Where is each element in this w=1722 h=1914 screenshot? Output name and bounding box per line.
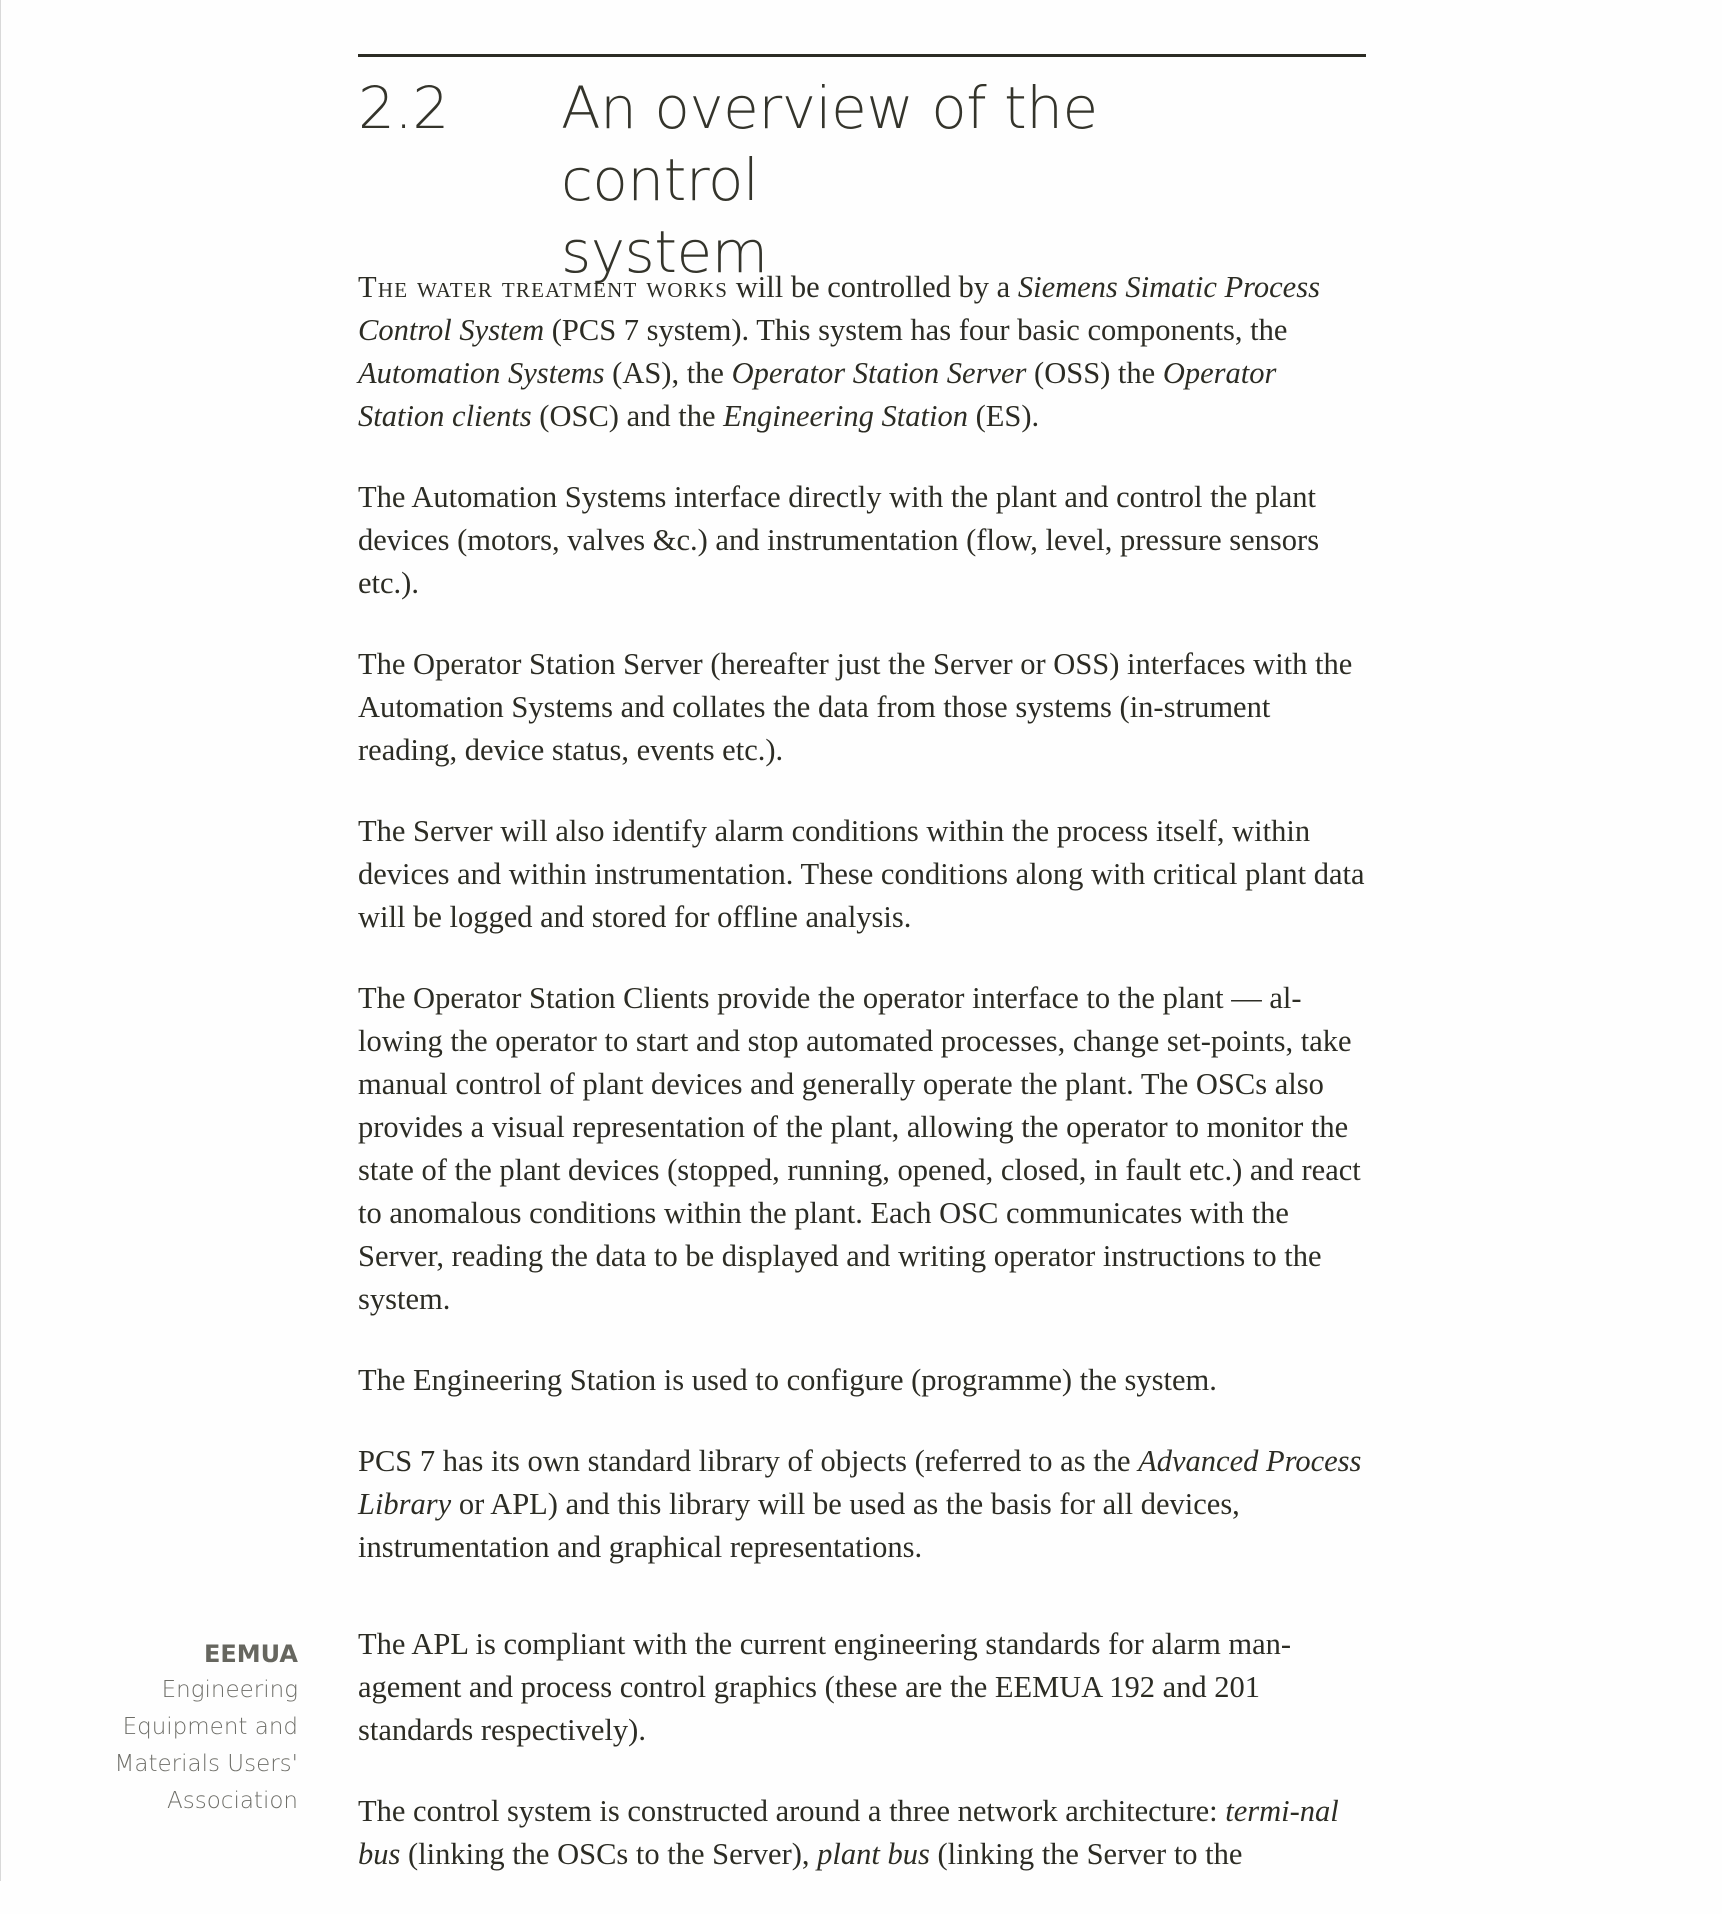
section-title bbox=[561, 72, 1201, 288]
paragraph-engineering-station: The Engineering Station is used to configure (programme) the system. bbox=[358, 1363, 1217, 1397]
italic-term: Operator Station clients bbox=[358, 356, 1277, 433]
italic-term: Engineering Station bbox=[723, 399, 968, 433]
paragraph-operator-station-clients: The Operator Station Clients provide the operator interface to the plant — al-lowing the operator to start and stop automated processes, change set-points, take manual control of plant devices and generally operate the plant. The OSCs also provides a visual representation of the plant, allowing the operator to monitor the state of the plant devices (stopped, running, opened, closed, in fault etc.) and react to anomalous conditions within the plant. Each OSC communicates with the Server, reading the data to be displayed and writing operator instructions to the system. bbox=[358, 981, 1361, 1316]
italic-term: Siemens Simatic Process Control System bbox=[358, 270, 1320, 347]
text-run: The control system is constructed around a three network architecture: bbox=[358, 1794, 1226, 1828]
sidenote-eemua bbox=[38, 1636, 298, 1820]
paragraph-intro bbox=[358, 266, 1370, 438]
text-run: (OSS) the bbox=[1026, 356, 1163, 390]
paragraph-network-architecture bbox=[358, 1790, 1370, 1876]
text-run: (OSC) and the bbox=[531, 399, 724, 433]
body-text bbox=[358, 266, 1370, 1914]
text-run: (ES). bbox=[967, 399, 1040, 433]
text-run: will be controlled by a bbox=[728, 270, 1018, 304]
paragraph-apl-library bbox=[358, 1440, 1370, 1569]
sidenote-title: EEMUA bbox=[204, 1640, 298, 1668]
text-run: (AS), the bbox=[604, 356, 732, 390]
italic-term: termi-nal bus bbox=[358, 1794, 1339, 1871]
sidenote-text: Engineering Equipment and Materials Users' Association bbox=[114, 1677, 298, 1814]
paragraph-operator-station-server: The Operator Station Server (hereafter just the Server or OSS) interfaces with the Automation Systems and collates the data from those systems (in-strument reading, device status, events etc.). bbox=[358, 647, 1353, 767]
text-run: (PCS 7 system). This system has four basic components, the bbox=[544, 313, 1288, 347]
text-run: or APL) and this library will be used as the basis for all devices, instrumentation and graphical representations. bbox=[358, 1487, 1240, 1564]
italic-term: Advanced Process Library bbox=[358, 1444, 1362, 1521]
section-title-line-1: An overview of the control bbox=[561, 74, 1098, 214]
italic-term: Automation Systems bbox=[358, 356, 605, 390]
paragraph-automation-systems: The Automation Systems interface directly with the plant and control the plant devices (motors, valves &c.) and instrumentation (flow, level, pressure sensors etc.). bbox=[358, 480, 1320, 600]
text-run: (linking the OSCs to the Server), bbox=[400, 1837, 818, 1871]
text-run: (linking the Server to the bbox=[929, 1837, 1243, 1871]
italic-term: Operator Station Server bbox=[731, 356, 1027, 390]
section-rule bbox=[358, 54, 1366, 57]
section-title-line-2: system bbox=[561, 218, 768, 286]
paragraph-alarm-conditions: The Server will also identify alarm conditions within the process itself, within devices and within instrumentation. These conditions along with critical plant data will be logged and stored for offline analysis. bbox=[358, 814, 1365, 934]
text-run: PCS 7 has its own standard library of objects (referred to as the bbox=[358, 1444, 1139, 1478]
italic-term: plant bus bbox=[817, 1837, 930, 1871]
paragraph-apl-compliance: The APL is compliant with the current engineering standards for alarm man-agement and process control graphics (these are the EEMUA 192 and 201 standards respectively). bbox=[358, 1627, 1292, 1747]
section-number: 2.2 bbox=[358, 74, 449, 142]
lead-in-smallcaps: The water treatment works bbox=[358, 270, 729, 304]
